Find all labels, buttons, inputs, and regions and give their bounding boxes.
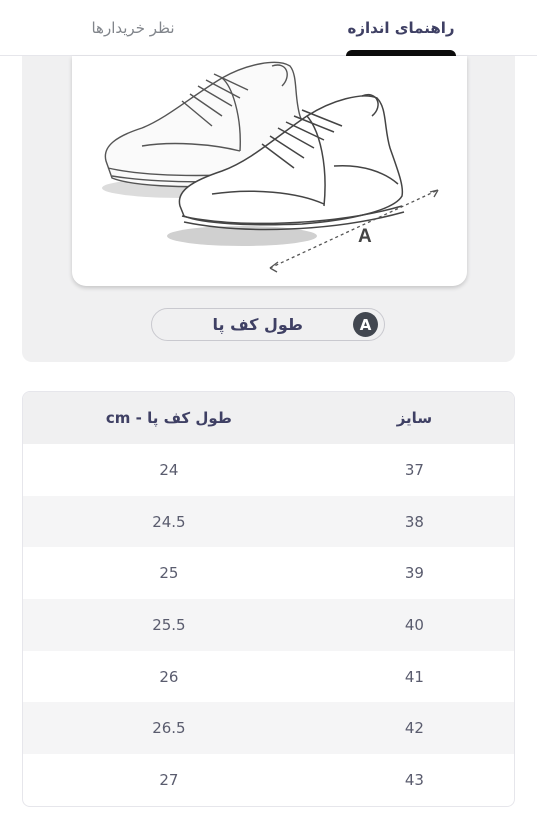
measure-letter-a: A bbox=[358, 226, 372, 247]
length-cell: 26 bbox=[159, 667, 179, 686]
header-foot-length: طول کف پا - cm bbox=[105, 409, 232, 427]
table-row bbox=[23, 496, 514, 548]
size-cell: 43 bbox=[404, 770, 424, 789]
tab-size-guide[interactable]: راهنمای اندازه bbox=[347, 19, 455, 37]
table-row bbox=[23, 754, 514, 806]
table-row bbox=[23, 651, 514, 703]
tab-buyer-reviews[interactable]: نظر خریدارها bbox=[91, 19, 175, 37]
length-cell: 26.5 bbox=[152, 719, 186, 738]
foot-length-text: طول کف پا bbox=[212, 315, 303, 334]
size-cell: 37 bbox=[404, 460, 424, 479]
foot-length-label bbox=[151, 308, 385, 341]
sneaker-illustration bbox=[72, 56, 467, 286]
measure-marker-badge: A bbox=[353, 312, 378, 337]
tab-bar bbox=[0, 0, 537, 56]
size-cell: 38 bbox=[404, 512, 424, 531]
size-guide-panel bbox=[22, 56, 515, 362]
length-cell: 27 bbox=[159, 770, 179, 789]
table-row bbox=[23, 444, 514, 496]
table-row bbox=[23, 547, 514, 599]
table-row bbox=[23, 599, 514, 651]
size-cell: 42 bbox=[404, 719, 424, 738]
size-table bbox=[22, 391, 515, 807]
length-cell: 24.5 bbox=[152, 512, 186, 531]
length-cell: 25.5 bbox=[152, 615, 186, 634]
size-cell: 40 bbox=[404, 615, 424, 634]
table-row bbox=[23, 702, 514, 754]
table-header-row bbox=[23, 392, 514, 444]
shoe-illustration-card bbox=[72, 56, 467, 286]
length-cell: 25 bbox=[159, 564, 179, 583]
size-cell: 39 bbox=[404, 564, 424, 583]
size-cell: 41 bbox=[404, 667, 424, 686]
header-size: سایز bbox=[396, 409, 433, 427]
length-cell: 24 bbox=[159, 460, 179, 479]
